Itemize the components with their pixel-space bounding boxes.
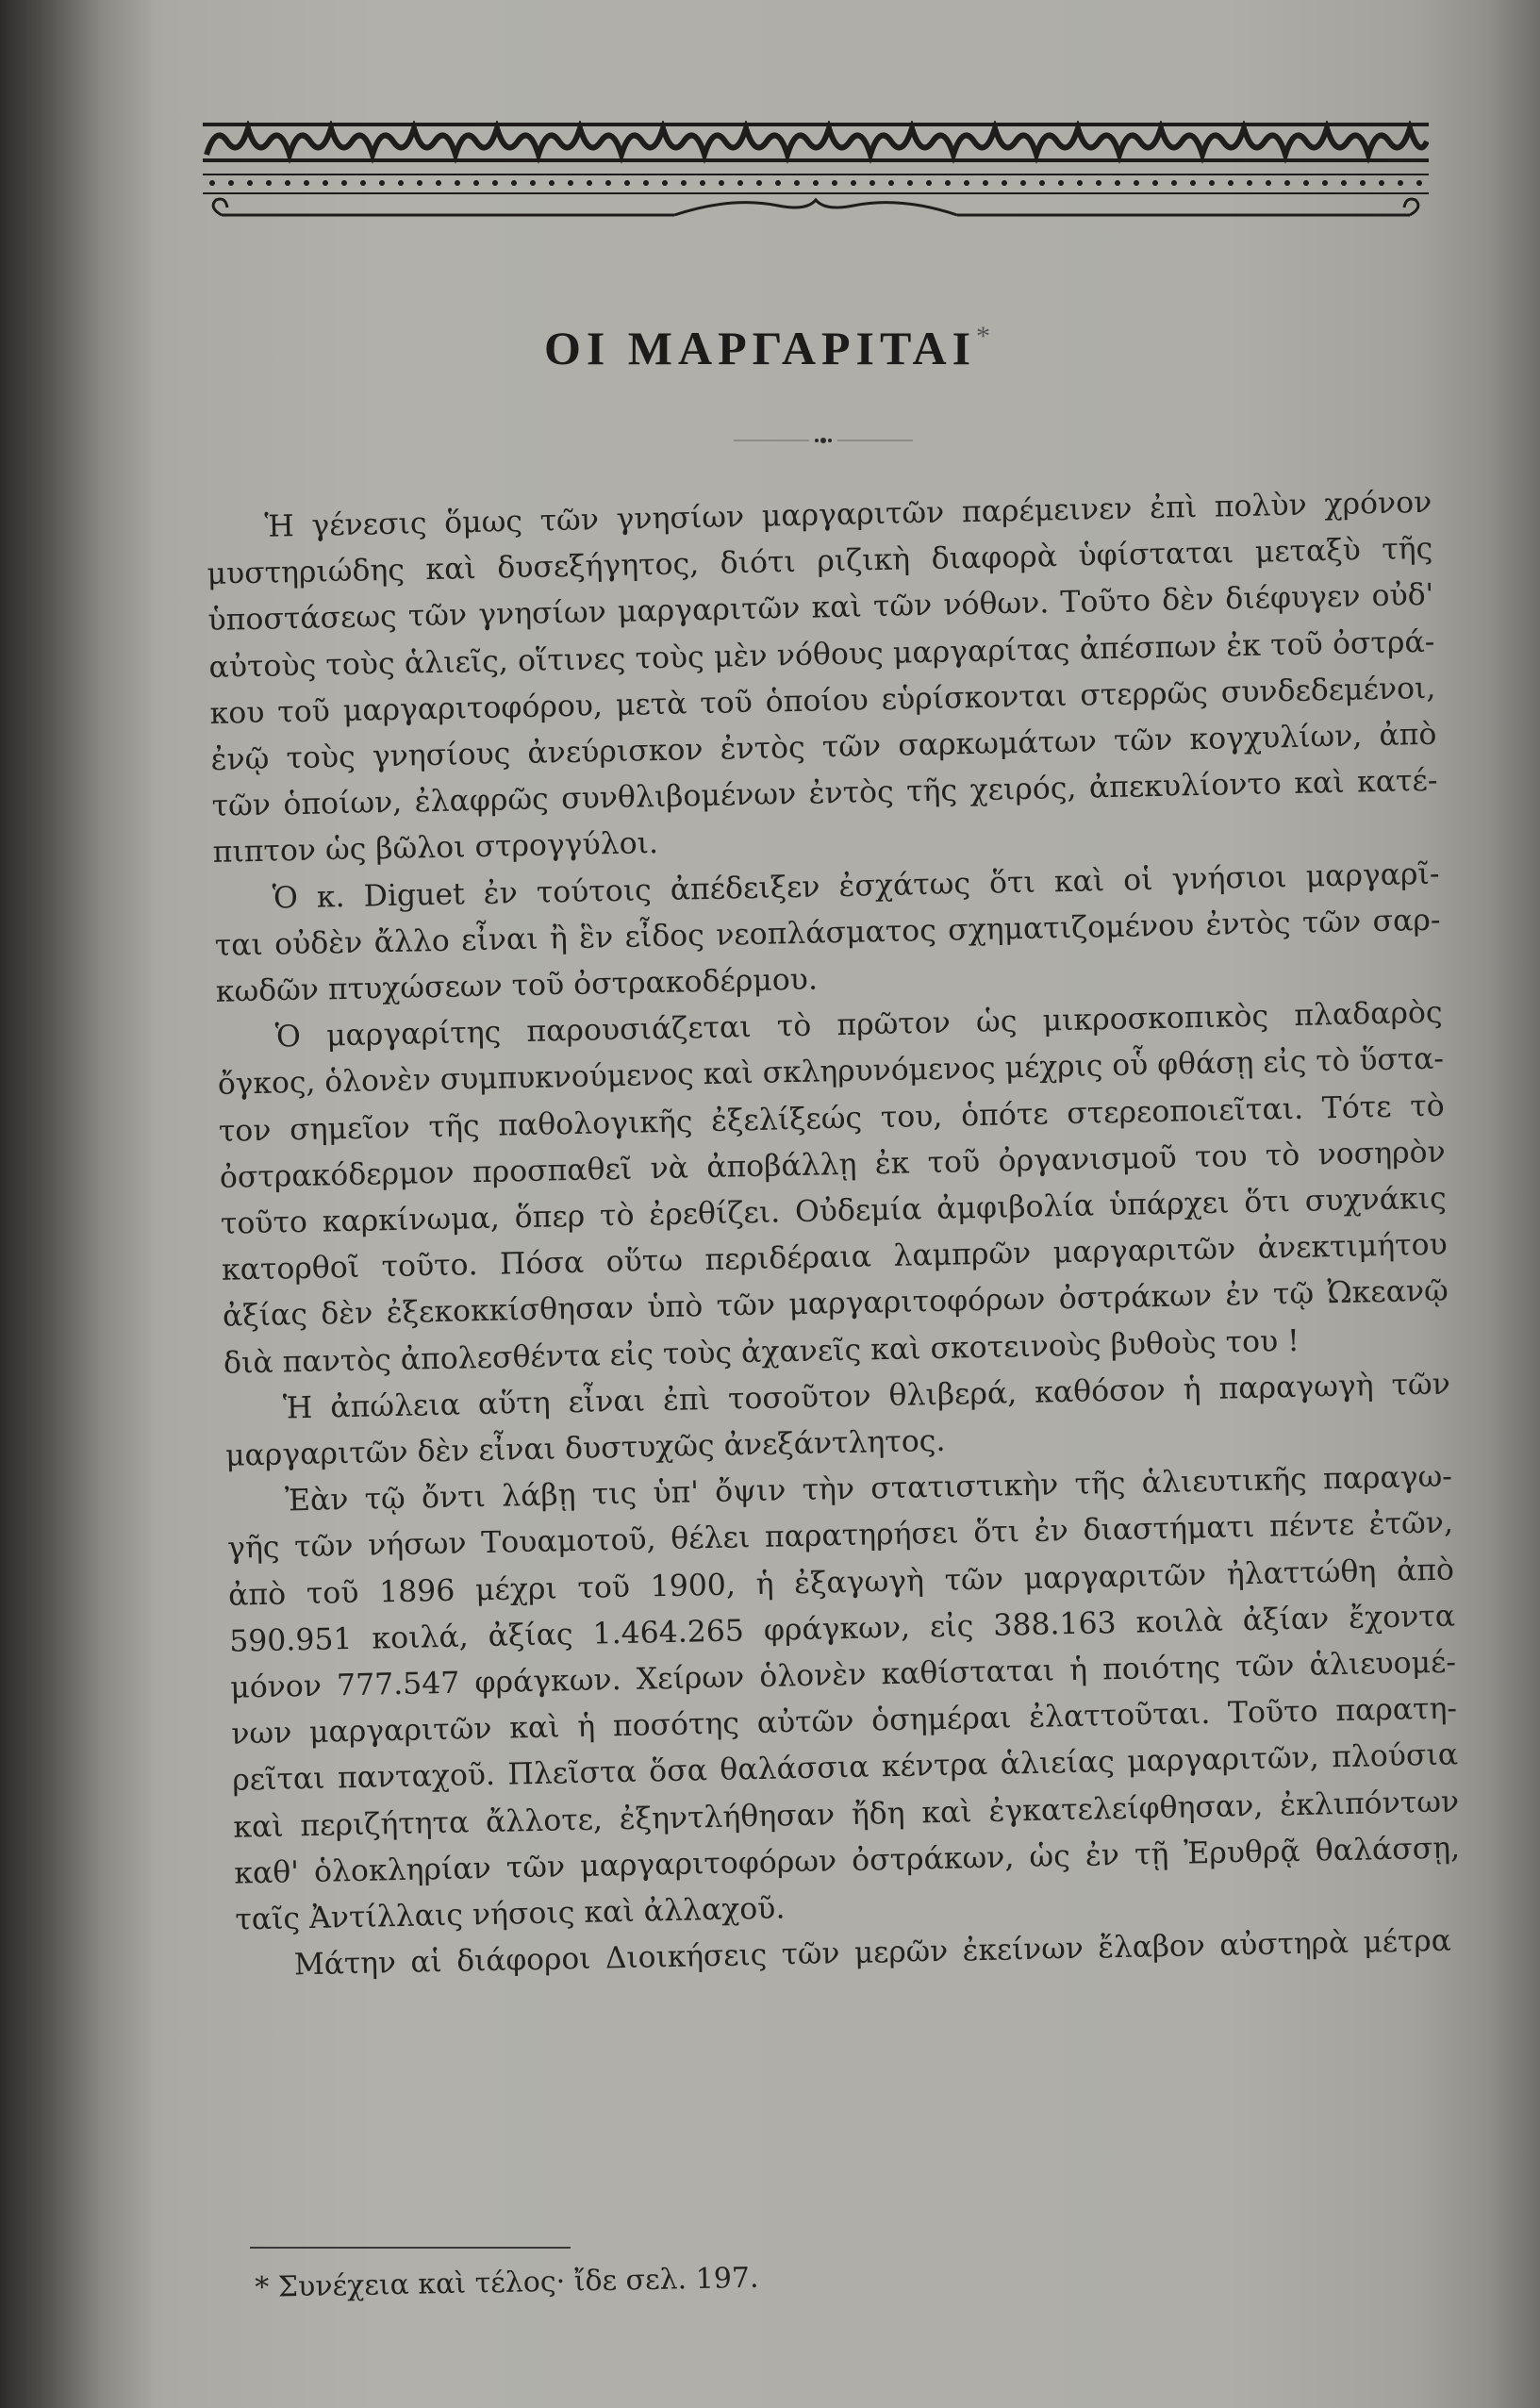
article-title-text: ΟΙ ΜΑΡΓΑΡΙΤΑΙ (543, 322, 977, 374)
text-line: ται οὐδὲν ἄλλο εἶναι ἢ ἓν εἶδος νεοπλάσματος σχηματιζομένου ἐντὸς τῶν σαρ- (214, 903, 1441, 963)
text-line: ἀπὸ τοῦ 1896 μέχρι τοῦ 1900, ἡ ἐξαγωγὴ τῶν μαργαριτῶν ἠλαττώθη ἀπὸ (227, 1553, 1455, 1613)
text-line: καὶ περιζήτητα ἄλλοτε, ἐξηντλήθησαν ἤδη καὶ ἐγκατελείφθησαν, ἐκλιπόντων (232, 1785, 1460, 1845)
text-line: Ἡ ἀπώλεια αὕτη εἶναι ἐπὶ τοσοῦτον θλιβερά, καθόσον ἡ παραγωγὴ τῶν (282, 1367, 1451, 1426)
paragraph (216, 990, 1449, 1387)
text-line: Μάτην αἱ διάφοροι Διοικήσεις τῶν μερῶν ἐκείνων ἔλαβον αὐστηρὰ μέτρα (293, 1923, 1452, 1983)
paragraph (206, 480, 1439, 877)
article-title (0, 321, 1540, 375)
text-line: Ὁ κ. Diguet ἐν τούτοις ἀπέδειξεν ἐσχάτως ὅτι καὶ οἱ γνήσιοι μαργαρῖ- (272, 856, 1440, 916)
text-line: τοῦτο καρκίνωμα, ὅπερ τὸ ἐρεθίζει. Οὐδεμία ἀμφιβολία ὑπάρχει ὅτι συχνάκις (220, 1181, 1448, 1241)
text-line: πιπτον ὡς βῶλοι στρογγύλοι. (212, 826, 659, 871)
title-footnote-marker: * (976, 321, 997, 352)
text-line: ἀξίας δὲν ἐξεκοκκίσθησαν ὑπὸ τῶν μαργαριτοφόρων ὀστράκων ἐν τῷ Ὠκεανῷ (222, 1274, 1449, 1335)
text-line: ὑποστάσεως τῶν γνησίων μαργαριτῶν καὶ τῶν νόθων. Τοῦτο δὲν διέφυγεν οὐδ' (207, 578, 1434, 639)
text-line: διὰ παντὸς ἀπολεσθέντα εἰς τοὺς ἀχανεῖς καὶ σκοτεινοὺς βυθοὺς του ! (223, 1323, 1300, 1381)
paragraph (226, 1454, 1462, 1944)
decorative-header-ornament (203, 121, 1429, 224)
text-line: καθ' ὁλοκληρίαν τῶν μαργαριτοφόρων ὀστράκων, ὡς ἐν τῇ Ἐρυθρᾷ θαλάσσῃ, (234, 1831, 1461, 1891)
text-line: Ἐὰν τῷ ὄντι λάβῃ τις ὑπ' ὄψιν τὴν στατιστικὴν τῆς ἁλιευτικῆς παραγω- (284, 1459, 1453, 1519)
text-line: ταῖς Ἀντίλλαις νήσοις καὶ ἀλλαχοῦ. (235, 1891, 786, 1937)
text-line: αὐτοὺς τοὺς ἁλιεῖς, οἵτινες τοὺς μὲν νόθους μαργαρίτας ἀπέσπων ἐκ τοῦ ὀστρά- (208, 624, 1435, 685)
text-line: γῆς τῶν νήσων Τουαμοτοῦ, θέλει παρατηρήσει ὅτι ἐν διαστήματι πέντε ἐτῶν, (226, 1506, 1454, 1567)
text-line: ὄγκος, ὁλονὲν συμπυκνούμενος καὶ σκληρυνόμενος μέχρις οὗ φθάσῃ εἰς τὸ ὕστα- (217, 1042, 1445, 1103)
text-line: Ὁ μαργαρίτης παρουσιάζεται τὸ πρῶτον ὡς μικροσκοπικὸς πλαδαρὸς (274, 995, 1443, 1055)
text-line: Ἡ γένεσις ὅμως τῶν γνησίων μαργαριτῶν παρέμεινεν ἐπὶ πολὺν χρόνον (264, 485, 1432, 544)
text-line: νων μαργαριτῶν καὶ ἡ ποσότης αὐτῶν ὁσημέραι ἐλαττοῦται. Τοῦτο παρατη- (230, 1691, 1458, 1752)
text-line: μόνον 777.547 φράγκων. Χείρων ὁλονὲν καθίσταται ἡ ποιότης τῶν ἁλιευομέ- (229, 1645, 1457, 1705)
title-separator (734, 436, 913, 445)
text-line: ἐνῷ τοὺς γνησίους ἀνεύρισκον ἐντὸς τῶν σαρκωμάτων τῶν κογχυλίων, ἀπὸ (210, 717, 1437, 777)
text-line: μυστηριώδης καὶ δυσεξήγητος, διότι ριζικὴ διαφορὰ ὑφίσταται μεταξὺ τῆς (207, 531, 1433, 592)
text-line: 590.951 κοιλά, ἀξίας 1.464.265 φράγκων, εἰς 388.163 κοιλὰ ἀξίαν ἔχοντα (228, 1599, 1456, 1659)
text-line: κατορθοῖ τοῦτο. Πόσα οὕτω περιδέραια λαμπρῶν μαργαριτῶν ἀνεκτιμήτου (221, 1227, 1449, 1288)
text-line: κου τοῦ μαργαριτοφόρου, μετὰ τοῦ ὁποίου εὑρίσκονται στερρῶς συνδεδεμένοι, (209, 671, 1436, 731)
article-body (206, 480, 1463, 1990)
text-line: ρεῖται πανταχοῦ. Πλεῖστα ὅσα θαλάσσια κέντρα ἁλιείας μαργαριτῶν, πλούσια (231, 1737, 1459, 1799)
footnote-divider (250, 2247, 571, 2249)
text-line: ὀστρακόδερμον προσπαθεῖ νὰ ἀποβάλλῃ ἐκ τοῦ ὀργανισμοῦ του τὸ νοσηρὸν (219, 1135, 1447, 1195)
text-line: μαργαριτῶν δὲν εἶναι δυστυχῶς ἀνεξάντλητος. (224, 1423, 946, 1473)
text-line: τον σημεῖον τῆς παθολογικῆς ἐξελίξεώς του, ὁπότε στερεοποιεῖται. Τότε τὸ (218, 1088, 1445, 1149)
footnote: * Συνέχεια καὶ τέλος· ἴδε σελ. 197. (255, 2261, 759, 2304)
text-line: τῶν ὁποίων, ἐλαφρῶς συνθλιβομένων ἐντὸς τῆς χειρός, ἀπεκυλίοντο καὶ κατέ- (211, 763, 1438, 824)
paragraph (213, 851, 1442, 1016)
text-line: κωδῶν πτυχώσεων τοῦ ὀστρακοδέρμου. (215, 962, 819, 1009)
